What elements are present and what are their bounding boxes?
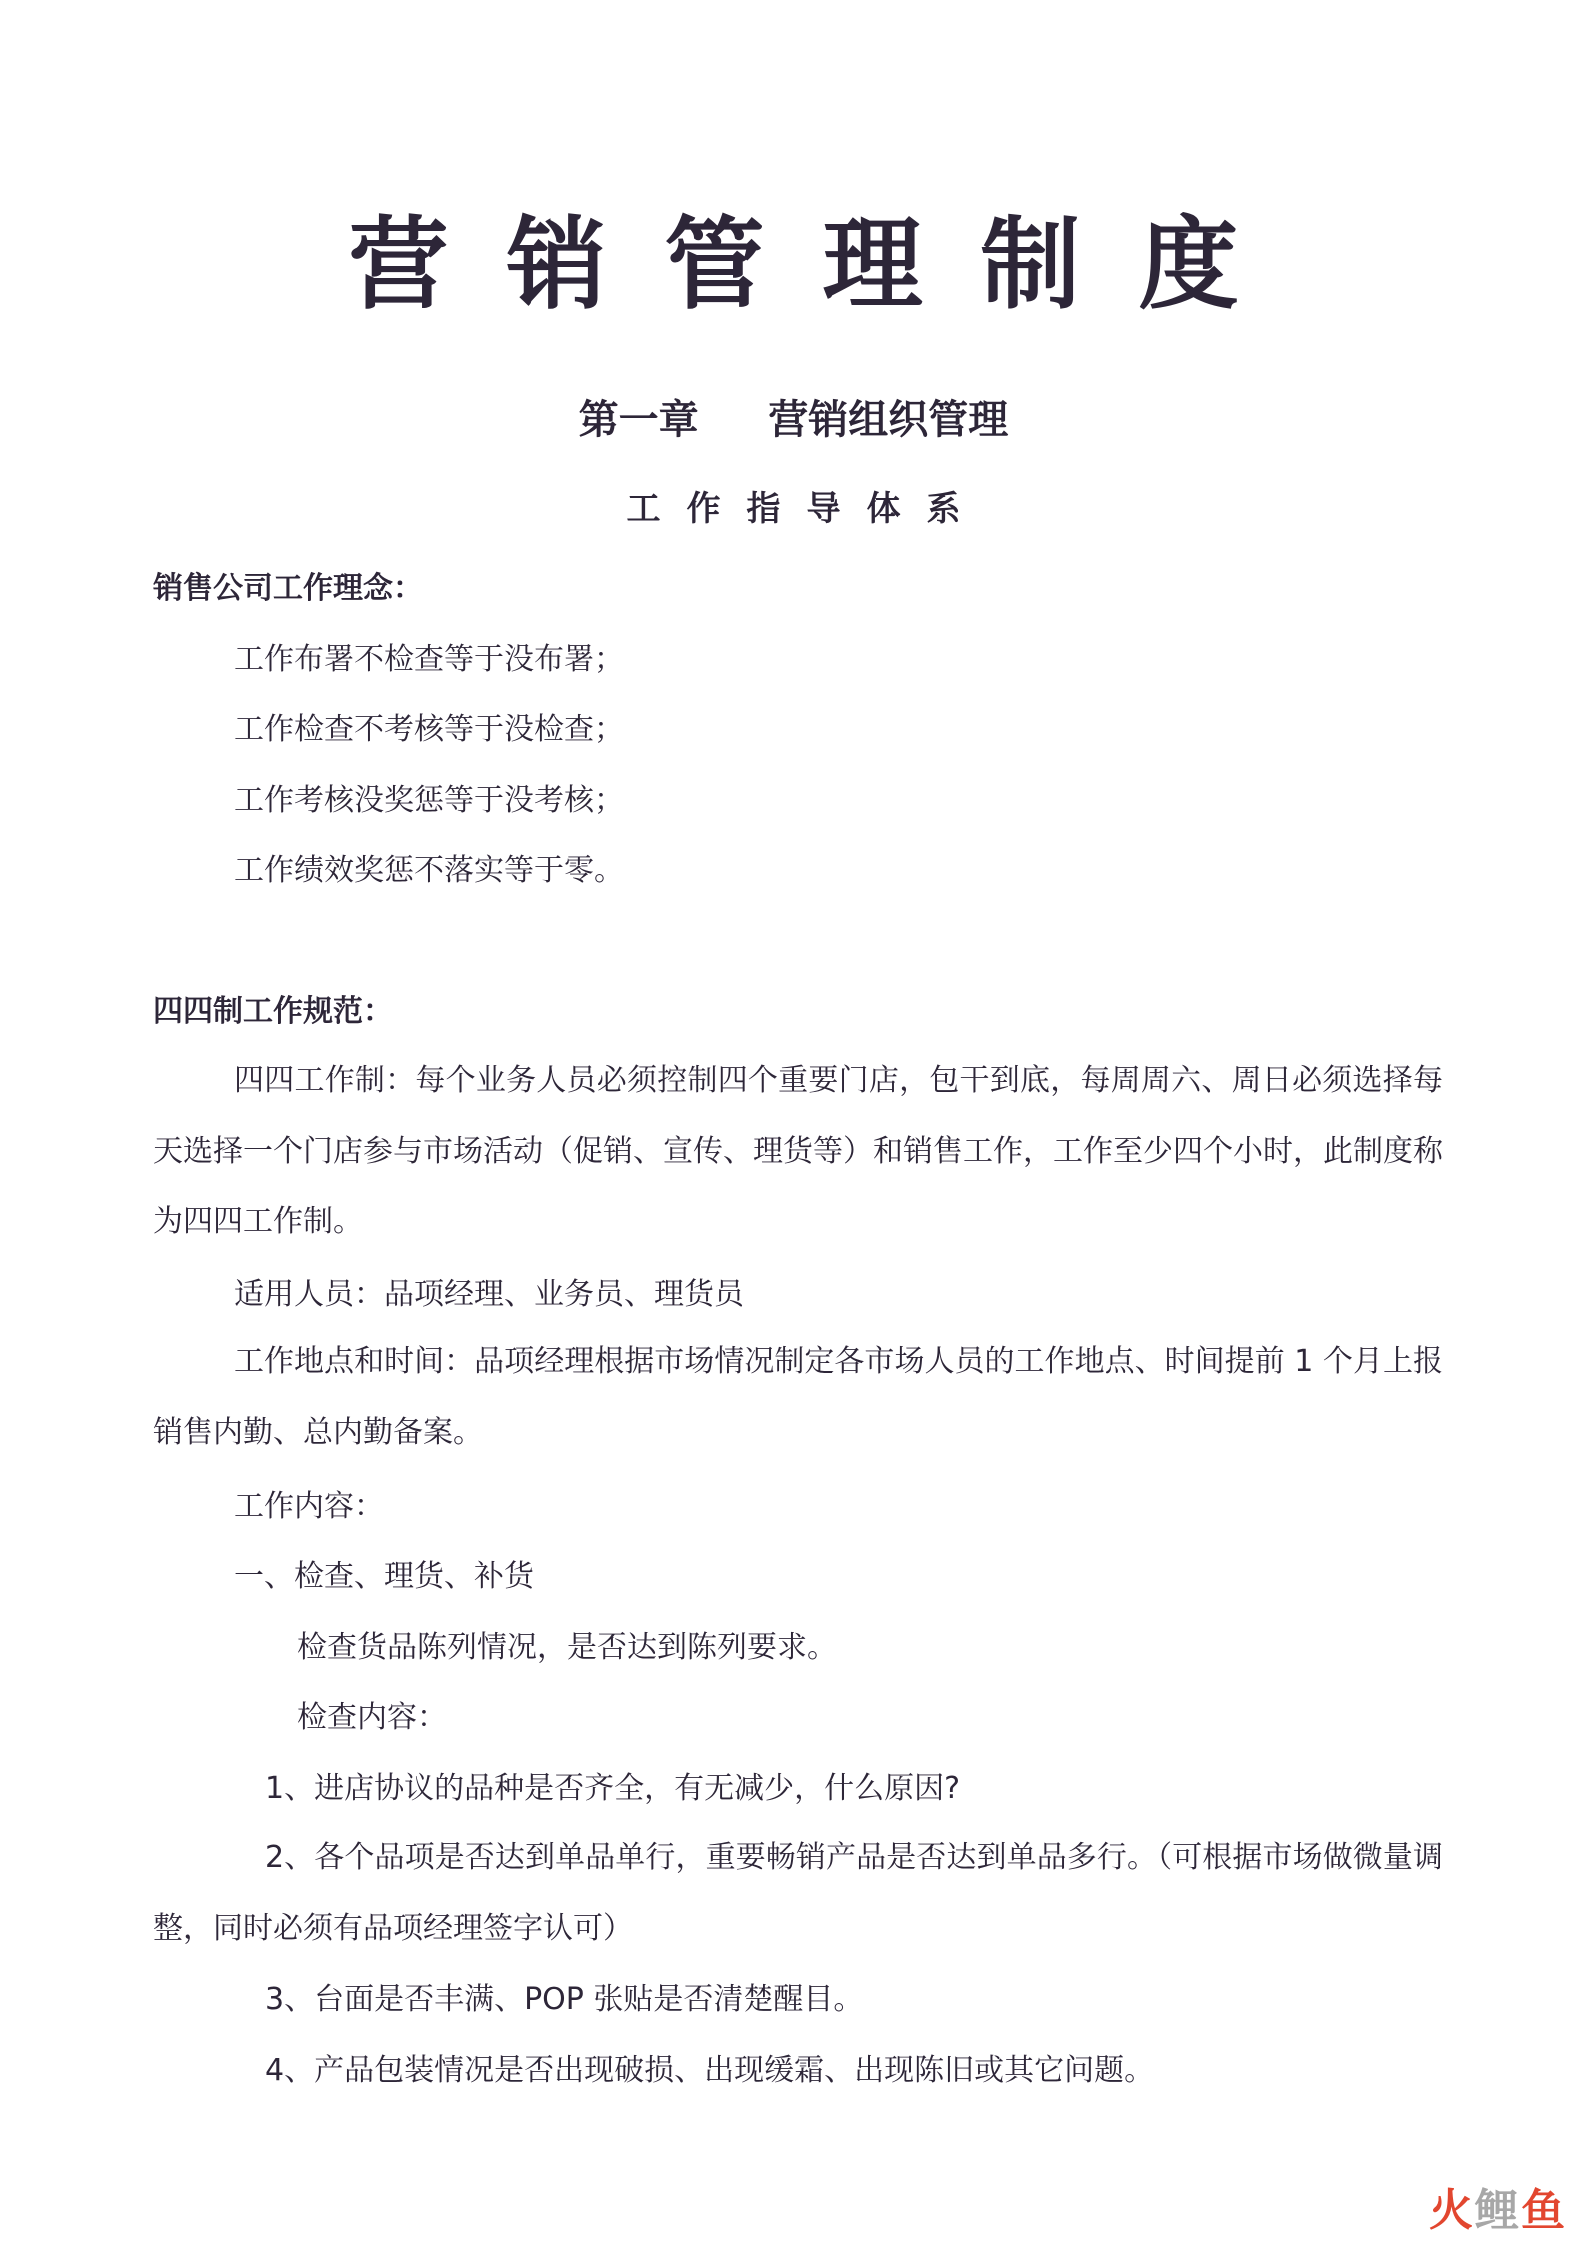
philosophy-line: 工作绩效奖惩不落实等于零。 [234,853,624,888]
watermark-part: 鲤 [1475,2185,1521,2236]
work-content-label: 工作内容： [234,1489,384,1524]
applicable-personnel: 适用人员：品项经理、业务员、理货员 [234,1277,744,1312]
chapter-title: 第一章 营销组织管理 [578,397,1009,443]
philosophy-line: 工作检查不考核等于没检查； [234,712,624,747]
watermark-part: 鱼 [1521,2185,1567,2236]
check-item: 1、进店协议的品种是否齐全，有无减少，什么原因? [265,1771,961,1806]
philosophy-heading: 销售公司工作理念： [153,571,423,606]
rules-intro-paragraph: 四四工作制：每个业务人员必须控制四个重要门店，包干到底，每周周六、周日必须选择每天选择一个门店参与市场活动（促销、宣传、理货等）和销售工作，工作至少四个小时，此制度称为四四工作制。 [153,1063,1443,1239]
philosophy-line: 工作考核没奖惩等于没考核； [234,783,624,818]
rules-heading: 四四制工作规范： [153,994,393,1029]
check-display-line: 检查货品陈列情况，是否达到陈列要求。 [297,1630,837,1665]
check-item: 3、台面是否丰满、POP 张贴是否清楚醒目。 [265,1982,864,2017]
watermark-part: 火 [1429,2185,1475,2236]
document-title: 营销管理制度 [348,206,1297,323]
check-content-label: 检查内容： [297,1700,447,1735]
section-title: 工作指导体系 [626,489,987,529]
philosophy-line: 工作布署不检查等于没布署； [234,642,624,677]
check-item: 4、产品包装情况是否出现破损、出现缓霜、出现陈旧或其它问题。 [265,2053,1155,2088]
watermark-logo [1429,2181,1567,2241]
check-item: 2、各个品项是否达到单品单行，重要畅销产品是否达到单品多行。（可根据市场做微量调整，同时必须有品项经理签字认可） [153,1840,1443,1946]
place-time-paragraph: 工作地点和时间：品项经理根据市场情况制定各市场人员的工作地点、时间提前 1 个月上报销售内勤、总内勤备案。 [153,1344,1443,1450]
item-one-heading: 一、检查、理货、补货 [234,1559,534,1594]
